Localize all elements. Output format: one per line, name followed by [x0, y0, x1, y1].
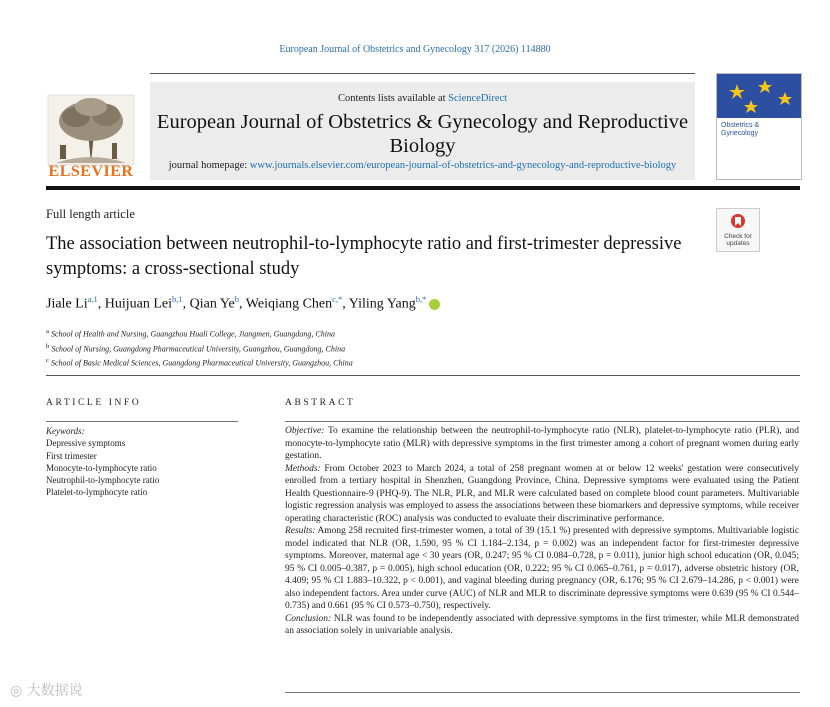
cover-title: Obstetrics & Gynecology: [721, 122, 760, 137]
stars-icon: [717, 74, 801, 118]
bookmark-icon: [730, 213, 746, 231]
journal-banner: [150, 82, 695, 180]
journal-reference[interactable]: European Journal of Obstetrics and Gynecology 317 (2026) 114880: [279, 44, 551, 55]
section-divider: [46, 375, 800, 376]
sciencedirect-link[interactable]: ScienceDirect: [448, 93, 508, 104]
keyword[interactable]: Monocyte-to-lymphocyte ratio: [46, 462, 157, 473]
abstract-body: [285, 425, 799, 638]
keyword[interactable]: Platelet-to-lymphocyte ratio: [46, 487, 148, 498]
keyword[interactable]: Depressive symptoms: [46, 438, 126, 449]
article-type: Full length article: [46, 207, 135, 221]
keyword[interactable]: Neutrophil-to-lymphocyte ratio: [46, 475, 160, 486]
keywords-list: [46, 425, 159, 499]
watermark-icon: ◎: [10, 683, 27, 699]
keyword[interactable]: First trimester: [46, 450, 97, 461]
author[interactable]: Yiling Yang: [348, 296, 416, 312]
affiliation-item: $^a$ School of Health and Nursing, Guangzhou Huali College, Jiangmen, Guangdong, China: [46, 328, 335, 339]
watermark: ◎ 大数据说: [10, 683, 83, 699]
affiliation-item: $^b$ School of Nursing, Guangdong Pharmaceutical University, Guangzhou, Guangdong, China: [46, 342, 346, 354]
affiliations: [46, 326, 353, 370]
abstract-objective: Objective: To examine the relationship between the neutrophil-to-lymphocyte ratio (NLR), platelet-to-lymphocyte ratio (PLR), and monocyte-to-lymphocyte ratio (MLR) with depressive symptoms in the first trimester among a cohort of pregnant women during early gestation.: [285, 426, 799, 461]
header-divider: [46, 186, 800, 190]
abstract-results: Results: Among 258 recruited first-trimester women, a total of 39 (15.1 %) presented with depressive symptoms. Multivariable logistic model indicated that NLR (OR, 1.590, 95 % CI 1.184–2.134, p = 0.002) was an independent factor for first-trimester depressive symptoms. Moreover, maternal age < 30 years (OR, 0.247; 95 % CI 0.084–0.728, p = 0.011), junior high school education (OR, 0.045; 95 % CI 0.005–0.387, p = 0.005), high school education (OR, 0.222; 95 % CI 0.065–0.761, p = 0.017), adverse obstetric history (OR, 4.409; 95 % CI 1.883–10.322, p < 0.001), and vaginal bleeding during pregnancy (OR, 6.176; 95 % CI 2.679–14.286, p < 0.001) were also independent factors. Area under curve (AUC) of NLR and MLR to discriminate depressive symptoms were 0.639 (95 % CI 0.544–0.735) and 0.661 (95 % CI 0.573–0.750), respectively.: [285, 526, 800, 611]
journal-cover-thumbnail[interactable]: [716, 73, 802, 180]
article-info-heading: ARTICLE INFO: [46, 398, 142, 408]
abstract-conclusion: Conclusion: NLR was found to be independently associated with depressive symptoms in the first trimester, while MLR demonstrated an association solely in univariable analysis.: [285, 613, 800, 636]
author[interactable]: Qian Ye: [189, 296, 235, 312]
article-info-rule: [46, 421, 238, 422]
journal-title: European Journal of Obstetrics & Gynecology and Reproductive Biology: [156, 111, 689, 157]
homepage-link[interactable]: www.journals.elsevier.com/european-journal-of-obstetrics-and-gynecology-and-reproductive-biology: [249, 160, 677, 171]
abstract-methods: Methods: From October 2023 to March 2024, a total of 258 pregnant women at or below 12 weeks' gestation were consecutively enrolled from a tertiary hospital in Shenzhen, Guangdong Province, China. Depressive symptoms were evaluated using the Patient Health Questionnaire-9 (PHQ-9). The NLR, PLR, and MLR were calculated based on complete blood count parameters. Multivariable logistic regression analysis was employed to assess the associations between these biomarkers and depressive symptoms, while receiver operating characteristic (ROC) analysis was conducted to evaluate their discriminative performance.: [285, 463, 799, 524]
abstract-rule: [285, 421, 800, 422]
abstract-heading: ABSTRACT: [285, 398, 356, 408]
author-list: Jiale Li$^{a,1}$, Huijuan Lei$^{b,1}$, Qian Ye$^b$, Weiqiang Chen$^{c,*}$, Yiling Yang$^{b,*}$: [46, 294, 440, 313]
abstract-bottom-rule: [285, 692, 800, 693]
orcid-icon[interactable]: [429, 299, 440, 310]
publisher-name: ELSEVIER: [48, 163, 134, 180]
check-for-updates-button[interactable]: Check for updates: [716, 208, 760, 252]
article-title: The association between neutrophil-to-lymphocyte ratio and first-trimester depressive symptoms: a cross-sectional study: [46, 234, 682, 279]
masthead-top-rule: [150, 73, 695, 74]
journal-homepage: journal homepage: www.journals.elsevier.com/european-journal-of-obstetrics-and-gynecology-and-reproductive-biology: [168, 160, 677, 171]
contents-line: Contents lists available at ScienceDirect: [337, 93, 508, 104]
keywords-label: Keywords:: [46, 426, 85, 436]
author[interactable]: Jiale Li: [46, 296, 88, 312]
masthead: [46, 73, 800, 185]
author[interactable]: Weiqiang Chen: [245, 296, 333, 312]
affiliation-item: $^c$ School of Basic Medical Sciences, Guangdong Pharmaceutical University, Guangzhou, China: [46, 357, 353, 368]
author[interactable]: Huijuan Lei: [104, 296, 173, 312]
